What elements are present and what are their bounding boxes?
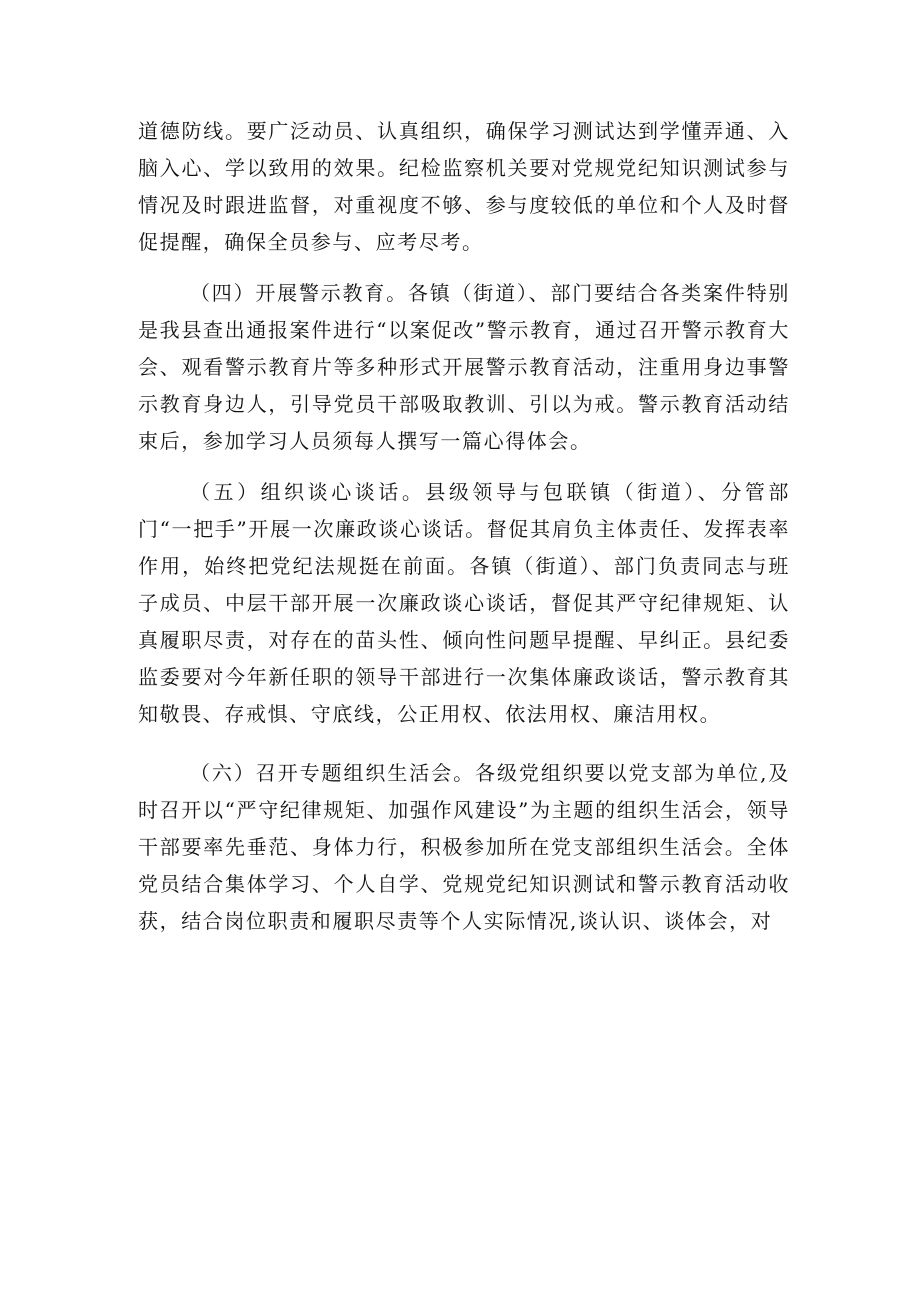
paragraph-continuation: 道德防线。要广泛动员、认真组织，确保学习测试达到学懂弄通、入脑入心、学以致用的效果。纪检监察机关要对党规党纪知识测试参与情况及时跟进监督，对重视度不够、参与度较低的单位和个人及时督促提醒，确保全员参与、应考尽考。 [138, 119, 790, 254]
paragraph-heart-to-heart-talks: （五）组织谈心谈话。县级领导与包联镇（街道）、分管部门“一把手”开展一次廉政谈心谈话。督促其肩负主体责任、发挥表率作用，始终把党纪法规挺在前面。各镇（街道）、部门负责同志与班子成员、中层干部开展一次廉政谈心谈话，督促其严守纪律规矩、认真履职尽责，对存在的苗头性、倾向性问题早提醒、早纠正。县纪委监委要对今年新任职的领导干部进行一次集体廉政谈话，警示教育其知敬畏、存戒惧、守底线，公正用权、依法用权、廉洁用权。 [138, 480, 790, 726]
document-body [138, 113, 790, 954]
paragraph-warning-education: （四）开展警示教育。各镇（街道）、部门要结合各类案件特别是我县查出通报案件进行“以案促改”警示教育，通过召开警示教育大会、观看警示教育片等多种形式开展警示教育活动，注重用身边事警示教育身边人，引导党员干部吸取教训、引以为戒。警示教育活动结束后，参加学习人员须每人撰写一篇心得体会。 [138, 281, 790, 453]
paragraph-organizational-life-meeting: （六）召开专题组织生活会。各级党组织要以党支部为单位,及时召开以“严守纪律规矩、加强作风建设”为主题的组织生活会，领导干部要率先垂范、身体力行，积极参加所在党支部组织生活会。全体党员结合集体学习、个人自学、党规党纪知识测试和警示教育活动收获，结合岗位职责和履职尽责等个人实际情况,谈认识、谈体会，对 [138, 761, 790, 933]
